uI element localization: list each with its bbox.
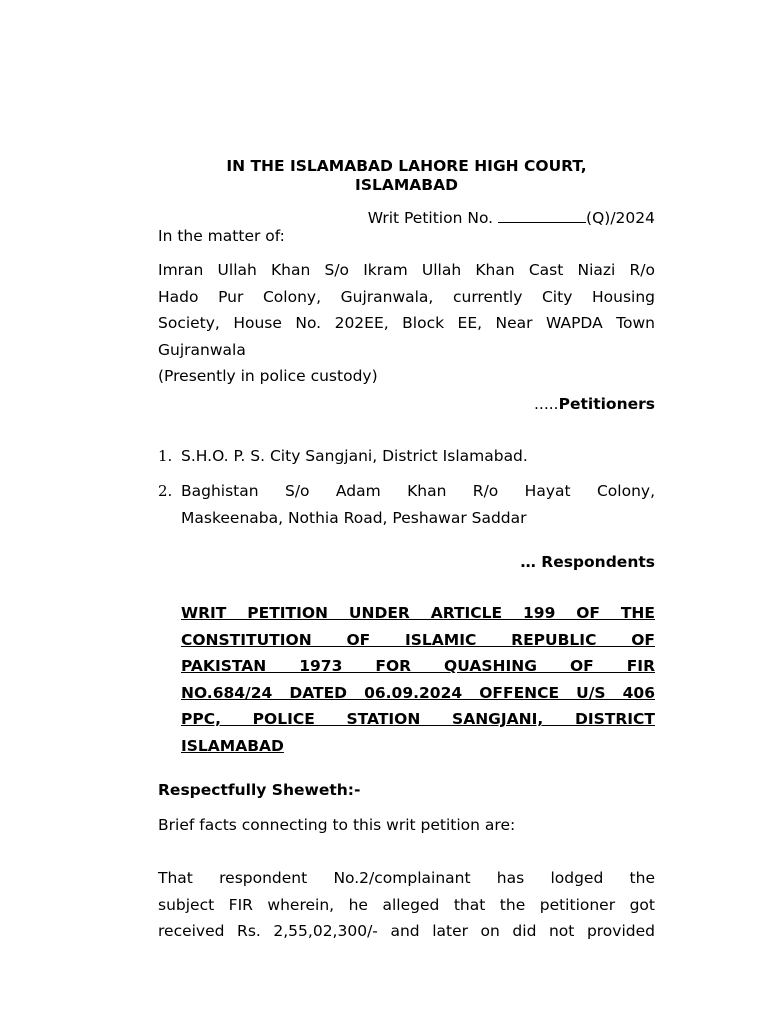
subject-line: NO.684/24 DATED 06.09.2024 OFFENCE U/S 406 — [181, 683, 655, 702]
fact-paragraph-1 — [158, 865, 655, 945]
subject-line: ISLAMABAD — [181, 736, 284, 755]
fact-line: That respondent No.2/complainant has lodged the — [158, 869, 655, 887]
respondent-line: Baghistan S/o Adam Khan R/o Hayat Colony, — [181, 482, 655, 500]
petitioner-line: Hado Pur Colony, Gujranwala, currently City Housing — [158, 287, 655, 306]
petitioners-dots: ..... — [533, 395, 559, 413]
fact-line: subject FIR wherein, he alleged that the petitioner got — [158, 895, 655, 914]
petitioner-line: Society, House No. 202EE, Block EE, Near WAPDA Town — [158, 314, 655, 332]
brief-facts-intro: Brief facts connecting to this writ petition are: — [158, 816, 516, 834]
court-heading — [158, 157, 655, 195]
salutation: Respectfully Sheweth:- — [158, 781, 361, 799]
petition-number-blank — [498, 208, 586, 223]
respondents-label: … Respondents — [520, 553, 655, 571]
respondent-line: Maskeenaba, Nothia Road, Peshawar Saddar — [181, 509, 527, 527]
petitioners-label — [534, 395, 655, 413]
matter-of-label: In the matter of: — [158, 227, 285, 245]
petitioner-details — [158, 257, 655, 363]
respondent-line: S.H.O. P. S. City Sangjani, District Islamabad. — [181, 447, 528, 465]
subject-line: CONSTITUTION OF ISLAMIC REPUBLIC OF — [181, 630, 655, 649]
writ-petition-prefix: Writ Petition No. — [367, 209, 494, 227]
writ-petition-number — [368, 208, 655, 227]
writ-petition-suffix: (Q)/2024 — [586, 209, 655, 227]
subject-line: PPC, POLICE STATION SANGJANI, DISTRICT — [181, 710, 655, 729]
petitioners-label-text: Petitioners — [558, 395, 655, 413]
custody-note: (Presently in police custody) — [158, 367, 378, 385]
subject-line: WRIT PETITION UNDER ARTICLE 199 OF THE — [181, 604, 655, 622]
list-number: 2. — [158, 482, 173, 500]
fact-line: received Rs. 2,55,02,300/- and later on did not provided — [158, 922, 655, 940]
petition-subject — [181, 600, 655, 760]
list-number: 1. — [158, 447, 173, 465]
subject-line: PAKISTAN 1973 FOR QUASHING OF FIR — [181, 657, 655, 676]
petitioner-line: Gujranwala — [158, 340, 246, 359]
petitioner-line: Imran Ullah Khan S/o Ikram Ullah Khan Cast Niazi R/o — [158, 261, 655, 279]
court-heading-line-1: IN THE ISLAMABAD LAHORE HIGH COURT, — [226, 157, 587, 175]
court-heading-line-2: ISLAMABAD — [355, 176, 458, 194]
